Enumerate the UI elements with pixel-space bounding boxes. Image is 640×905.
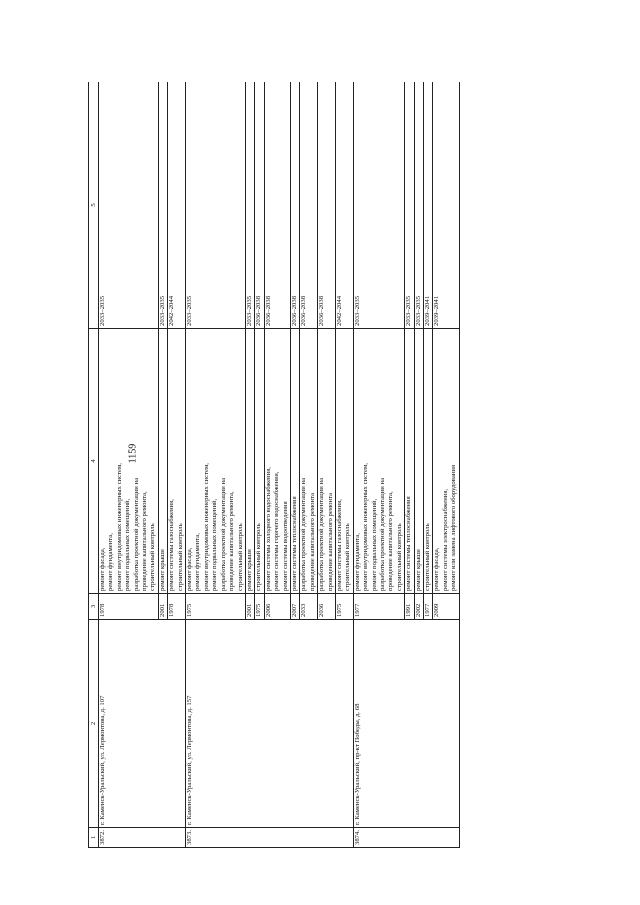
row-year: 1978 [168,594,186,620]
row-work-description: строительный контроль [255,329,264,594]
row-year: 2001 [158,594,167,620]
row-year: 2036 [318,594,336,620]
row-work-description: разработка проектной документации на проведение капитального ремонта [300,329,318,594]
row-work-description: разработка проектной документации на проведение капитального ремонта [318,329,336,594]
row-work-description: ремонт системы газоснабжения, строительный контроль [168,329,186,594]
row-year: 1977 [353,594,404,620]
row-period: 2039–2041 [433,82,459,329]
row-period: 2033–2035 [353,82,404,329]
document-table-region [88,82,600,848]
row-work-description: ремонт системы газоснабжения, строительный контроль [335,329,353,594]
row-period: 2036–2038 [300,82,318,329]
table-row [99,82,159,848]
entry-address: г. Каменск-Уральский, пр-кт Победы, д. 68 [353,620,459,828]
row-work-description: ремонт системы теплоснабжения [405,329,414,594]
row-period: 2036–2038 [290,82,299,329]
table-row [353,82,404,848]
row-work-description: ремонт фасада, ремонт системы электроснабжения, ремонт или замена лифтового оборудования [433,329,459,594]
row-year: 1978 [99,594,159,620]
rotated-table-frame [88,82,600,848]
row-period: 2033–2035 [158,82,167,329]
entry-number: 3873. [186,828,354,848]
entry-address: г. Каменск-Уральский, ул. Лермонтова, д. 107 [99,620,186,828]
row-year: 1975 [186,594,246,620]
row-year: 2002 [414,594,423,620]
row-period: 2036–2038 [264,82,290,329]
row-work-description: строительный контроль [424,329,433,594]
header-col-4: 4 [89,329,99,594]
row-work-description: ремонт фасада, ремонт фундамента, ремонт внутридомовых инженерных систем, ремонт подвальных помещений, разработка проектной документации на проведение капитального ремонта, строительный контроль [99,329,159,594]
row-year: 2006 [264,594,290,620]
row-period: 2033–2035 [405,82,414,329]
row-year: 2007 [290,594,299,620]
capital-repair-table [88,82,460,848]
header-col-3: 3 [89,594,99,620]
row-year: 2001 [245,594,254,620]
header-col-1: 1 [89,828,99,848]
entry-number: 3872. [99,828,186,848]
table-row [186,82,246,848]
row-work-description: ремонт системы холодного водоснабжения, ремонт системы горячего водоснабжения, ремонт системы водоотведения [264,329,290,594]
header-col-5: 5 [89,82,99,329]
row-work-description: ремонт системы теплоснабжения [290,329,299,594]
row-period: 2033–2035 [414,82,423,329]
row-year: 1975 [335,594,353,620]
row-work-description: ремонт крыши [158,329,167,594]
row-period: 2033–2035 [186,82,246,329]
row-period: 2033–2035 [99,82,159,329]
row-year: 1975 [255,594,264,620]
table-header-row [89,82,99,848]
row-year: 2033 [300,594,318,620]
page-number: 1159 [127,443,139,464]
row-work-description: ремонт фасада, ремонт фундамента, ремонт внутридомовых инженерных систем, ремонт подвальных помещений, разработка проектной документации на проведение капитального ремонта, строительный контроль [186,329,246,594]
row-work-description: ремонт фундамента, ремонт внутридомовых инженерных систем, ремонт подвальных помещений, разработка проектной документации на проведение капитального ремонта, строительный контроль [353,329,404,594]
header-col-2: 2 [89,620,99,828]
row-period: 2039–2041 [424,82,433,329]
row-period: 2042–2044 [335,82,353,329]
row-period: 2033–2035 [245,82,254,329]
row-work-description: ремонт крыши [414,329,423,594]
table-body [99,82,460,848]
row-period: 2036–2038 [318,82,336,329]
row-work-description: ремонт крыши [245,329,254,594]
row-year: 1977 [424,594,433,620]
row-period: 2042–2044 [168,82,186,329]
row-year: 1991 [405,594,414,620]
row-period: 2036–2038 [255,82,264,329]
entry-address: г. Каменск-Уральский, ул. Лермонтова, д. 157 [186,620,354,828]
row-year: 2009 [433,594,459,620]
entry-number: 3874. [353,828,459,848]
